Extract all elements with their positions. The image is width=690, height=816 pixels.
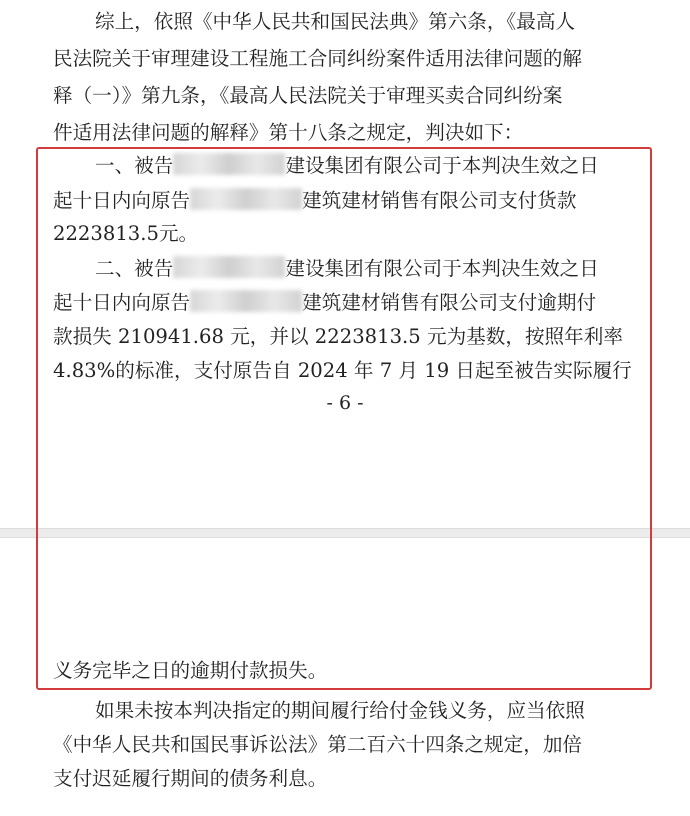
closing-line-1: 如果未按本判决指定的期间履行给付金钱义务，应当依照 <box>95 699 585 722</box>
closing-line-2: 《中华人民共和国民事诉讼法》第二百六十四条之规定，加倍 <box>53 733 583 756</box>
redacted-defendant-name <box>173 153 285 175</box>
item2-line-5: 义务完毕之日的逾期付款损失。 <box>53 659 328 682</box>
redacted-plaintiff-name <box>190 290 302 312</box>
intro-line-1: 综上，依照《中华人民共和国民法典》第六条，《最高人 <box>95 10 576 33</box>
item2-line-2: 起十日内向原告 建筑建材销售有限公司支付逾期付 <box>53 291 597 314</box>
item2-line-4: 4.83%的标准，支付原告自 2024 年 7 月 19 日起至被告实际履行 <box>53 359 632 382</box>
item1-line-2: 起十日内向原告 建筑建材销售有限公司支付货款 <box>53 189 577 212</box>
page-separator <box>0 528 690 538</box>
page-number: - 6 - <box>326 392 364 414</box>
closing-line-3: 支付迟延履行期间的债务利息。 <box>53 767 328 790</box>
redacted-plaintiff-name <box>190 188 302 210</box>
intro-line-2: 民法院关于审理建设工程施工合同纠纷案件适用法律问题的解 <box>53 47 583 70</box>
redacted-defendant-name <box>173 256 285 278</box>
intro-line-3: 释（一）》第九条，《最高人民法院关于审理买卖合同纠纷案 <box>53 84 563 107</box>
item1-line-1: 一、被告 建设集团有限公司于本判决生效之日 <box>95 154 599 177</box>
item2-line-3: 款损失 210941.68 元，并以 2223813.5 元为基数，按照年利率 <box>53 325 623 348</box>
item1-line-3: 2223813.5元。 <box>53 222 199 245</box>
intro-line-4: 件适用法律问题的解释》第十八条之规定，判决如下： <box>53 121 524 144</box>
item2-line-1: 二、被告 建设集团有限公司于本判决生效之日 <box>95 257 599 280</box>
